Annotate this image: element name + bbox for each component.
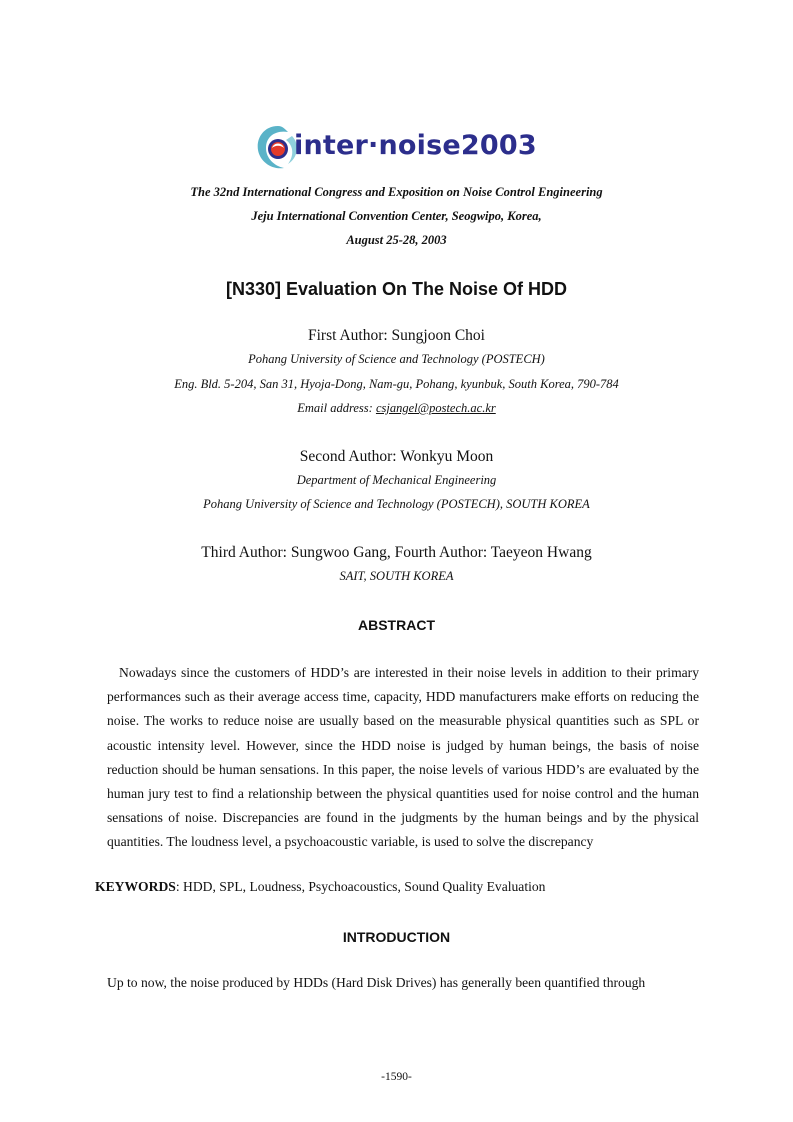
- email-label: Email address:: [297, 401, 376, 415]
- second-author-name: Second Author: Wonkyu Moon: [299, 448, 494, 465]
- logo-wordmark: inter·noise2003: [294, 130, 537, 161]
- keywords-text: : HDD, SPL, Loudness, Psychoacoustics, Sound Quality Evaluation: [175, 879, 546, 894]
- third-fourth-author-affiliation: SAIT, SOUTH KOREA: [339, 569, 454, 583]
- abstract-heading: ABSTRACT: [358, 617, 435, 633]
- keywords-line: [95, 879, 545, 895]
- page-number: -1590-: [381, 1071, 412, 1083]
- abstract-body: [107, 661, 699, 855]
- conference-venue: Jeju International Convention Center, Seogwipo, Korea,: [251, 209, 542, 223]
- first-author-email-line: [0, 401, 793, 416]
- conference-date: August 25-28, 2003: [346, 233, 447, 247]
- conference-logo: [254, 120, 544, 176]
- second-author-affiliation: Pohang University of Science and Technology (POSTECH), SOUTH KOREA: [203, 497, 590, 511]
- first-author-name: First Author: Sungjoon Choi: [308, 327, 485, 344]
- paper-title: [N330] Evaluation On The Noise Of HDD: [225, 279, 568, 299]
- abstract-text: Nowadays since the customers of HDD’s are interested in their noise levels in addition to their primary performances such as their average access time, capacity, HDD manufacturers make efforts on reducing the noise. The works to reduce noise are usually based on the measurable physical quantities such as SPL or acoustic intensity level. However, since the HDD noise is judged by human beings, the basis of noise reduction should be human sensations. In this paper, the noise levels of various HDD’s are evaluated by the human jury test to find a relationship between the physical quantities used for noise control and the human sensations of noise. Discrepancies are found in the judgments by the human beings and by the physical quantities. The loudness level, a psychoacoustic variable, is used to solve the discrepancy: [107, 665, 699, 850]
- first-author-address: Eng. Bld. 5-204, San 31, Hyoja-Dong, Nam-gu, Pohang, kyunbuk, South Korea, 790-784: [174, 377, 619, 391]
- second-author-department: Department of Mechanical Engineering: [296, 473, 497, 487]
- third-fourth-author-name: Third Author: Sungwoo Gang, Fourth Author: Taeyeon Hwang: [201, 544, 592, 561]
- introduction-text: Up to now, the noise produced by HDDs (Hard Disk Drives) has generally been quantified through: [107, 975, 646, 990]
- keywords-label: KEYWORDS: [95, 879, 176, 894]
- introduction-heading: INTRODUCTION: [342, 929, 451, 945]
- first-author-affiliation: Pohang University of Science and Technology (POSTECH): [248, 352, 545, 366]
- email-link[interactable]: csjangel@postech.ac.kr: [375, 401, 496, 415]
- conference-name: The 32nd International Congress and Exposition on Noise Control Engineering: [190, 185, 603, 199]
